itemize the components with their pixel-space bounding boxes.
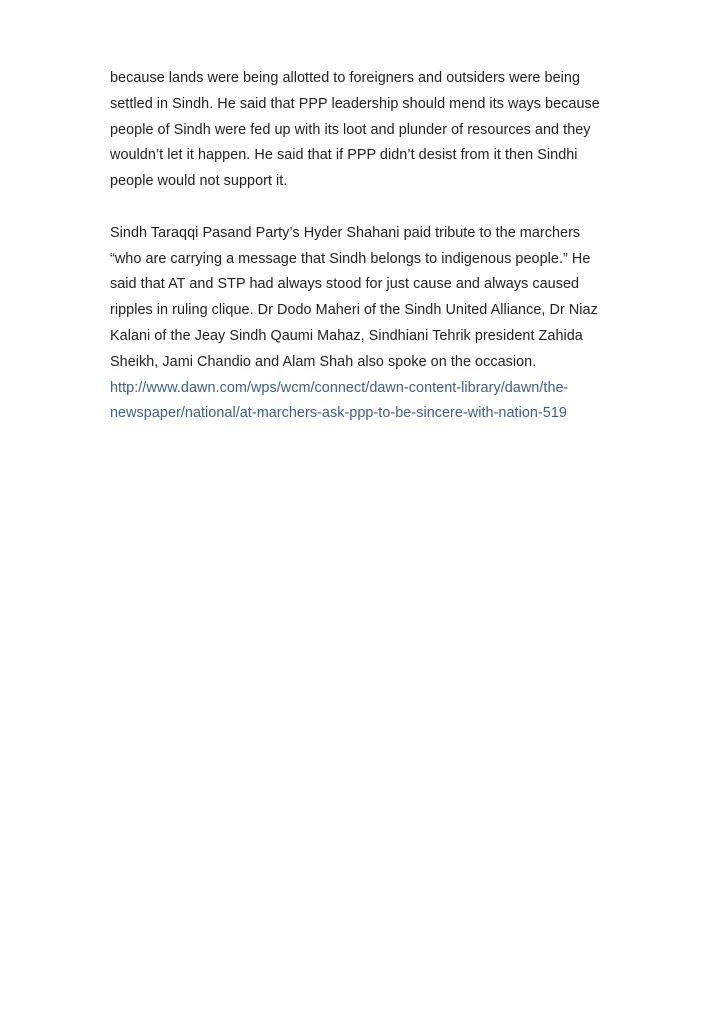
source-link[interactable]: [110, 376, 620, 428]
source-link-line-1[interactable]: http://www.dawn.com/wps/wcm/connect/dawn-content-library/dawn/the-: [110, 379, 569, 396]
paragraph-2: [110, 221, 620, 376]
paragraph-line: ripples in ruling clique. Dr Dodo Maheri of the Sindh United Alliance, Dr Niaz: [110, 302, 598, 319]
paragraph-line: Sindh Taraqqi Pasand Party’s Hyder Shahani paid tribute to the marchers: [110, 224, 581, 241]
paragraph-line: wouldn’t let it happen. He said that if PPP didn’t desist from it then Sindhi: [110, 147, 578, 164]
source-link-line-2[interactable]: newspaper/national/at-marchers-ask-ppp-to-be-sincere-with-nation-519: [110, 405, 567, 422]
paragraph-line: Sheikh, Jami Chandio and Alam Shah also spoke on the occasion.: [110, 353, 537, 370]
paragraph-1: [110, 66, 620, 195]
paragraph-line: people would not support it.: [110, 173, 288, 190]
paragraph-line: said that AT and STP had always stood for just cause and always caused: [110, 276, 580, 293]
document-page: [110, 66, 620, 427]
paragraph-line: Kalani of the Jeay Sindh Qaumi Mahaz, Sindhiani Tehrik president Zahida: [110, 327, 583, 344]
paragraph-line: because lands were being allotted to foreigners and outsiders were being: [110, 70, 580, 86]
paragraph-line: people of Sindh were fed up with its loot and plunder of resources and they: [110, 121, 591, 138]
paragraph-line: settled in Sindh. He said that PPP leadership should mend its ways because: [110, 95, 600, 112]
paragraph-line: “who are carrying a message that Sindh belongs to indigenous people.” He: [110, 250, 591, 267]
